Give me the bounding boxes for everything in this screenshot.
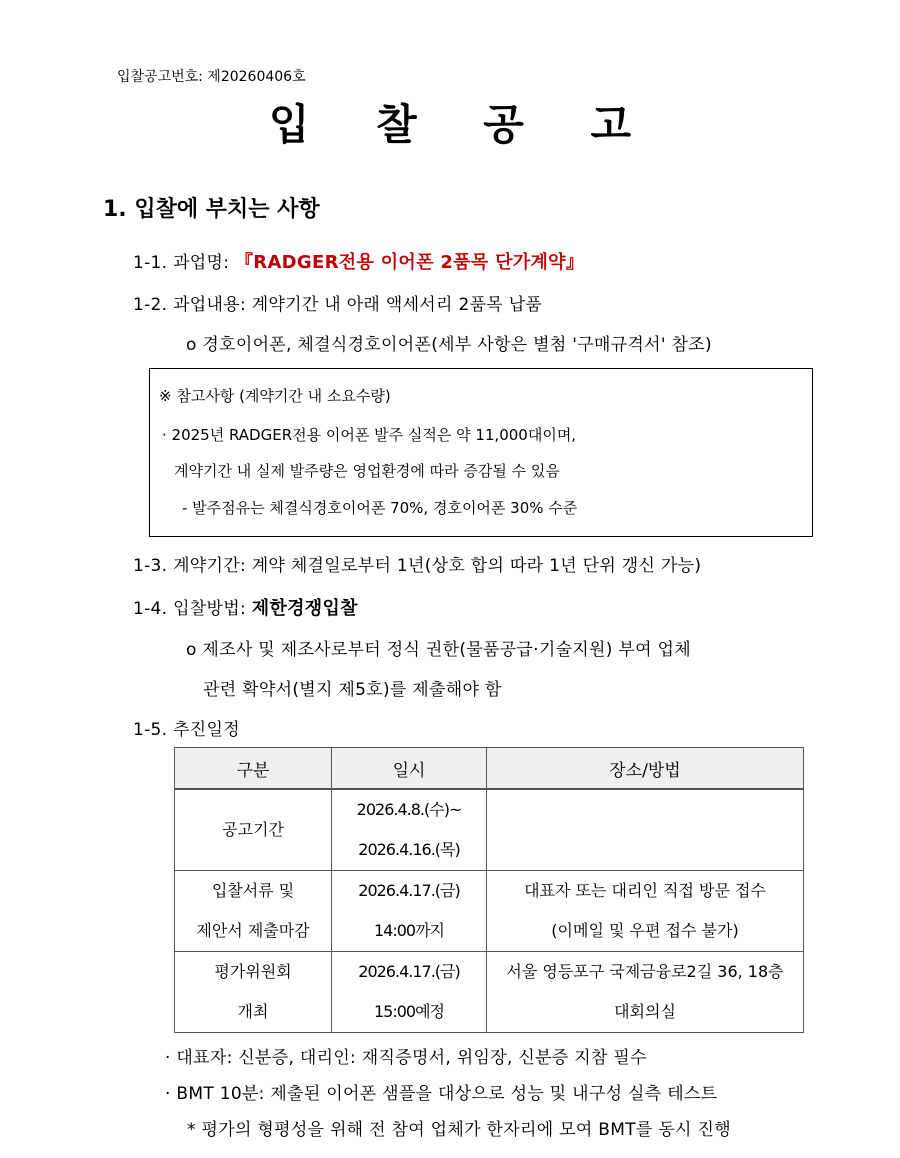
table-row (175, 871, 804, 952)
item-label: 1-4. 입찰방법: (133, 599, 252, 619)
cell-place: 대표자 또는 대리인 직접 방문 접수 (이메일 및 우편 접수 불가) (487, 871, 804, 952)
section-heading: 1. 입찰에 부치는 사항 (103, 197, 320, 222)
footnote-bmt: · BMT 10분: 제출된 이어폰 샘플을 대상으로 성능 및 내구성 실측 테스트 (165, 1084, 718, 1104)
page-title: 입 찰 공 고 (268, 100, 658, 149)
note-line-2: 계약기간 내 실제 발주량은 영업환경에 따라 증감될 수 있음 (174, 462, 560, 480)
cell-place (487, 789, 804, 871)
cell-category: 공고기간 (175, 789, 332, 871)
footnote-bmt-fairness: * 평가의 형평성을 위해 전 참여 업체가 한자리에 모여 BMT를 동시 진행 (187, 1120, 731, 1140)
note-line-1: · 2025년 RADGER전용 이어폰 발주 실적은 약 11,000대이며, (162, 426, 577, 444)
item-project-content: 1-2. 과업내용: 계약기간 내 아래 액세서리 2품목 납품 (133, 295, 543, 315)
reference-note-box (149, 368, 813, 537)
table-row (175, 952, 804, 1033)
cell-datetime: 2026.4.17.(금) 14:00까지 (332, 871, 487, 952)
bid-method-value: 제한경쟁입찰 (251, 598, 358, 619)
item-project-name (133, 248, 584, 274)
note-line-3: - 발주점유는 체결식경호이어폰 70%, 경호이어폰 30% 수준 (182, 499, 578, 517)
item-schedule: 1-5. 추진일정 (133, 720, 240, 740)
notice-number: 입찰공고번호: 제20260406호 (117, 69, 306, 85)
cell-datetime: 2026.4.8.(수)~ 2026.4.16.(목) (332, 789, 487, 871)
table-header-row (175, 748, 804, 790)
header-datetime: 일시 (332, 748, 487, 790)
item-contract-period: 1-3. 계약기간: 계약 체결일로부터 1년(상호 합의 따라 1년 단위 갱신 가능) (133, 556, 702, 576)
footnote-id-requirement: · 대표자: 신분증, 대리인: 재직증명서, 위임장, 신분증 지참 필수 (165, 1048, 647, 1068)
item-bid-method (133, 594, 358, 620)
header-place: 장소/방법 (487, 748, 804, 790)
cell-category: 입찰서류 및 제안서 제출마감 (175, 871, 332, 952)
cell-datetime: 2026.4.17.(금) 15:00예정 (332, 952, 487, 1033)
project-name: 『RADGER전용 이어폰 2품목 단가계약』 (234, 252, 585, 273)
header-category: 구분 (175, 748, 332, 790)
cell-place: 서울 영등포구 국제금융로2길 36, 18층 대회의실 (487, 952, 804, 1033)
table-row (175, 789, 804, 871)
note-title: ※ 참고사항 (계약기간 내 소요수량) (159, 387, 391, 405)
schedule-table (174, 747, 804, 1033)
bid-method-sub-2: 관련 확약서(별지 제5호)를 제출해야 함 (203, 680, 502, 700)
cell-category: 평가위원회 개최 (175, 952, 332, 1033)
bid-method-sub-1: o 제조사 및 제조사로부터 정식 권한(물품공급·기술지원) 부여 업체 (186, 640, 691, 660)
item-label: 1-1. 과업명: (133, 253, 235, 273)
item-project-content-sub: o 경호이어폰, 체결식경호이어폰(세부 사항은 별첨 '구매규격서' 참조) (186, 335, 712, 355)
